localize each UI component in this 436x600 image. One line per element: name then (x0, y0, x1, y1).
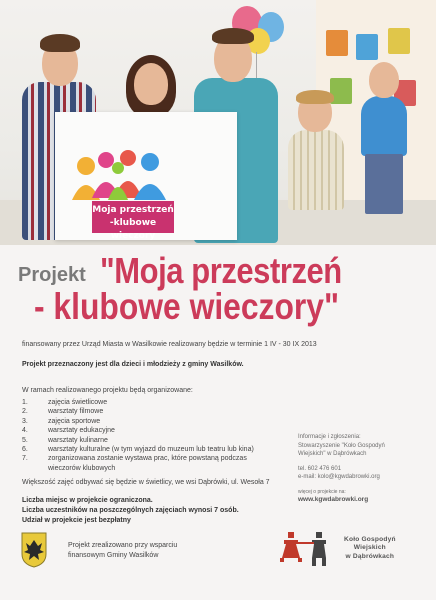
logo-label (92, 201, 174, 241)
logo-figures-icon (68, 148, 174, 204)
venue-line: Większość zajęć odbywać się będzie w świetlicy, we wsi Dąbrówki, ul. Wesoła 7 (22, 479, 270, 486)
note-group-size: Liczba uczestników na poszczególnych zajęciach wynosi 7 osób. (22, 507, 239, 514)
club-figures-icon (278, 528, 338, 570)
sponsor-line2: finansowym Gminy Wasilków (68, 552, 159, 559)
activities-list (22, 398, 292, 473)
club-line2: Wiejskich (353, 544, 386, 552)
contact-info (298, 433, 408, 505)
audience-line: Projekt przeznaczony jest dla dzieci i młodzieży z gminy Wasilków. (22, 361, 244, 368)
project-logo (68, 148, 174, 241)
info-web-heading: więcej o projekcie na: (298, 488, 346, 495)
info-heading: Informacje i zgłoszenia: (298, 434, 361, 440)
shelf-box (388, 28, 410, 54)
list-item: 4. warsztaty edukacyjne (22, 427, 115, 435)
title-line1: "Moja przestrzeń (100, 250, 342, 291)
list-item: 1. zajęcia świetlicowe (22, 399, 108, 406)
hair (212, 28, 254, 44)
title-prefix: Projekt (18, 264, 86, 286)
face (369, 62, 399, 98)
info-org-line2: Wiejskich" w Dąbrówkach (298, 451, 367, 457)
logo-line2: -klubowe wieczory (109, 218, 157, 241)
intro-line: W ramach realizowanego projektu będą organizowane: (22, 387, 193, 394)
logo-line1: Moja przestrzeń (92, 205, 174, 215)
person-child (355, 60, 415, 220)
sponsor-text (68, 541, 177, 561)
list-item: wieczorów klubowych (48, 464, 116, 472)
club-line1: Koło Gospodyń (344, 536, 396, 543)
list-item: 2. warsztaty filmowe (22, 408, 104, 416)
hair (40, 34, 80, 52)
title-row (18, 250, 428, 290)
shelf-box (356, 34, 378, 60)
child-shirt (361, 96, 407, 156)
info-phone: tel. 602 476 601 (298, 465, 342, 472)
note-limited: Liczba miejsc w projekcie ograniczona. (22, 497, 153, 504)
club-line3: w Dąbrówkach (345, 552, 395, 560)
funding-line: finansowany przez Urząd Miasta w Wasilkowie realizowany będzie w terminie 1 IV - 30 IX 2013 (22, 341, 317, 348)
list-item: 5. warsztaty kulinarne (22, 436, 108, 444)
person-boy (282, 92, 352, 212)
list-item: 7. zorganizowana zostanie wystawa prac, które powstaną podczas (22, 455, 247, 463)
hair (296, 90, 334, 104)
child-jeans (365, 154, 403, 214)
sponsor-line1: Projekt zrealizowano przy wsparciu (68, 542, 178, 549)
gmina-crest-icon (21, 532, 47, 568)
list-item: 6. warsztaty kulturalne (w tym wyjazd do muzeum lub teatru lub kina) (22, 446, 254, 454)
list-item: 3. zajęcia sportowe (22, 417, 101, 425)
title-line2: - klubowe wieczory" (34, 286, 340, 327)
shelf-box (326, 30, 348, 56)
info-org-line1: Stowarzyszenie "Koło Gospodyń (298, 442, 385, 449)
hero-photo (0, 0, 436, 245)
info-website: www.kgwdabrowki.org (298, 496, 369, 503)
info-email: e-mail: kolo@kgwdabrowki.org (298, 474, 380, 480)
face (134, 63, 168, 105)
note-free: Udział w projekcie jest bezpłatny (22, 517, 131, 524)
boy-shirt (288, 130, 344, 210)
club-name (344, 536, 396, 561)
